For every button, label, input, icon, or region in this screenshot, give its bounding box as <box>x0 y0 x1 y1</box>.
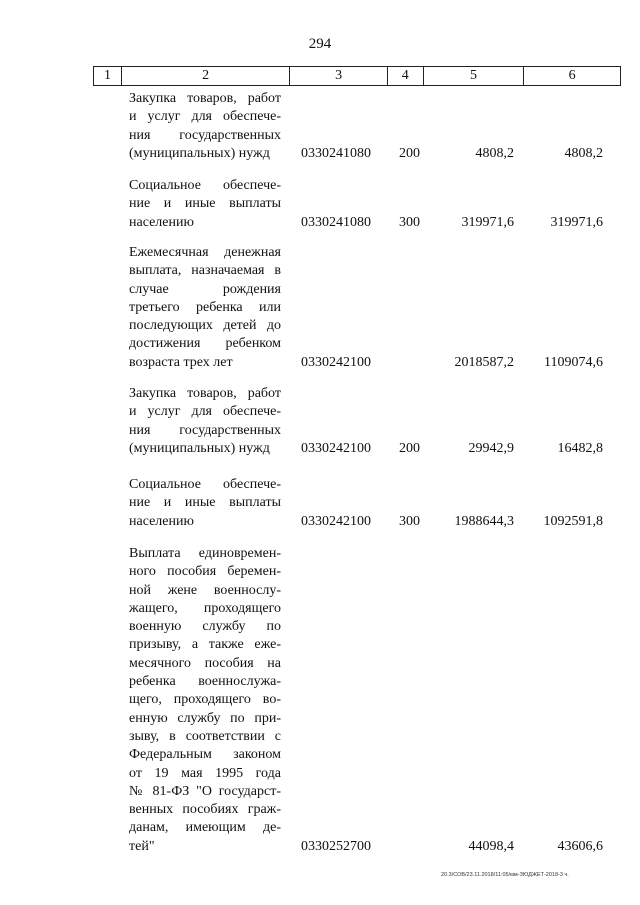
header-col-5: 5 <box>424 67 525 85</box>
row-value-5: 44098,4 <box>468 838 514 854</box>
description-line: (муниципальных) нужд <box>129 440 270 456</box>
description-line: населению <box>129 513 194 529</box>
description-line: Закупка товаров, работ <box>129 91 281 106</box>
row-value-6: 319971,6 <box>550 214 603 230</box>
header-col-1: 1 <box>94 67 122 85</box>
row-value-5: 1988644,3 <box>454 513 514 529</box>
description-line: жащего, проходящего <box>129 600 281 616</box>
row-code: 0330241080 <box>301 145 371 161</box>
header-col-6: 6 <box>568 68 576 83</box>
footer-reference: 20.3/СОВ/23.11.2018/11:05/мм-ЗЮДЖЕТ-2018-3 ч. <box>441 872 569 878</box>
table-row <box>0 545 640 856</box>
description-line: ребенка военнослужа- <box>129 674 281 690</box>
description-line: венных пособиях граж- <box>129 802 281 818</box>
row-description <box>129 385 281 458</box>
description-line: и услуг для обеспече- <box>129 109 281 125</box>
description-line: последующих детей до <box>129 318 281 334</box>
description-line: зыву, в соответствии с <box>129 728 281 744</box>
description-line: ного пособия беремен- <box>129 564 281 580</box>
row-kvr: 200 <box>399 440 420 456</box>
description-line: енную службу по при- <box>129 710 281 726</box>
row-description <box>129 90 281 163</box>
header-col-3: 3 <box>290 67 388 85</box>
description-line: случае рождения <box>129 281 281 297</box>
table-header <box>93 66 621 86</box>
row-code: 0330242100 <box>301 354 371 370</box>
header-col-4: 4 <box>388 67 424 85</box>
description-line: Социальное обеспече- <box>129 178 281 193</box>
description-line: щего, проходящего во- <box>129 692 281 708</box>
row-value-6: 16482,8 <box>557 440 603 456</box>
description-line: выплата, назначаемая в <box>129 263 281 279</box>
description-line: Выплата единовремен- <box>129 546 281 561</box>
row-kvr: 300 <box>399 513 420 529</box>
description-line: ной жене военнослу- <box>129 582 281 598</box>
description-line: Закупка товаров, работ <box>129 386 281 401</box>
row-description <box>129 244 281 372</box>
header-col-2: 2 <box>122 67 290 85</box>
row-value-6: 4808,2 <box>564 145 603 161</box>
table-row <box>0 177 640 232</box>
description-line: тей" <box>129 838 155 854</box>
table-row <box>0 244 640 372</box>
row-value-6: 43606,6 <box>557 838 603 854</box>
description-line: Ежемесячная денежная <box>129 245 281 260</box>
row-value-6: 1109074,6 <box>544 354 603 370</box>
row-code: 0330242100 <box>301 440 371 456</box>
description-line: третьего ребенка или <box>129 299 281 315</box>
description-line: призыву, а также еже- <box>129 637 281 653</box>
description-line: достижения ребенком <box>129 336 281 352</box>
description-line: и услуг для обеспече- <box>129 404 281 420</box>
page-number: 294 <box>308 36 332 52</box>
description-line: военную службу по <box>129 619 281 635</box>
description-line: возраста трех лет <box>129 354 233 370</box>
row-description <box>129 545 281 856</box>
row-kvr: 300 <box>399 214 420 230</box>
row-description <box>129 476 281 531</box>
row-value-6: 1092591,8 <box>543 513 603 529</box>
row-value-5: 2018587,2 <box>454 354 514 370</box>
row-value-5: 29942,9 <box>468 440 514 456</box>
description-line: ние и иные выплаты <box>129 495 281 511</box>
description-line: данам, имеющим де- <box>129 820 281 836</box>
table-row <box>0 385 640 458</box>
description-line: Федеральным законом <box>129 747 281 763</box>
description-line: ние и иные выплаты <box>129 196 281 212</box>
description-line: (муниципальных) нужд <box>129 145 270 161</box>
row-value-5: 4808,2 <box>475 145 514 161</box>
row-value-5: 319971,6 <box>461 214 514 230</box>
description-line: Социальное обеспече- <box>129 477 281 492</box>
row-code: 0330242100 <box>301 513 371 529</box>
row-code: 0330252700 <box>301 838 371 854</box>
description-line: № 81-ФЗ "О государст- <box>129 783 281 799</box>
description-line: ния государственных <box>129 127 281 143</box>
description-line: населению <box>129 214 194 230</box>
table-row <box>0 90 640 163</box>
table-row <box>0 476 640 531</box>
row-description <box>129 177 281 232</box>
row-kvr: 200 <box>399 145 420 161</box>
description-line: месячного пособия на <box>129 655 281 671</box>
description-line: от 19 мая 1995 года <box>129 765 281 781</box>
description-line: ния государственных <box>129 422 281 438</box>
row-code: 0330241080 <box>301 214 371 230</box>
